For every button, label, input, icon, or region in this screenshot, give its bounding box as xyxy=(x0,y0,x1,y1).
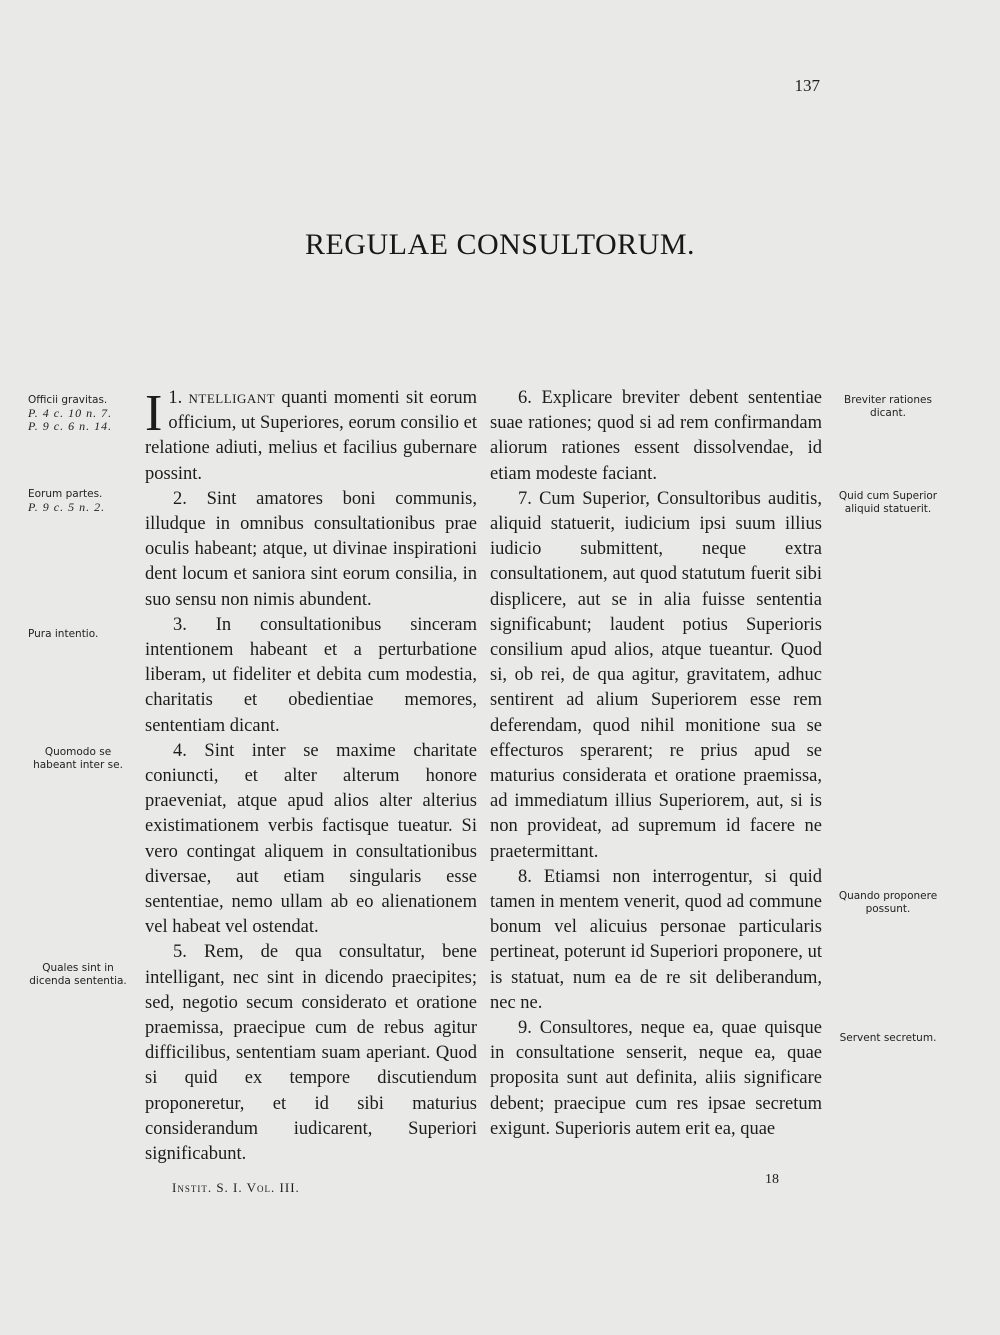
margin-note-text: Quales sint in dicenda sententia. xyxy=(29,962,127,987)
paragraph-9: 9. Consultores, neque ea, quae quisque in consultatione senserit, neque ea, quae proposita sunt aut definita, aliis significare debent; praecipue cum res ipsae secretum exigunt. Superioris autem erit ea, quae xyxy=(490,1018,822,1139)
page-number: 137 xyxy=(794,76,820,95)
drop-cap: I xyxy=(145,385,163,442)
paragraph-4: 4. Sint inter se maxime charitate coniuncti, et alter alterum honore praeveniat, atque apud alios alter alterius existimationem verbis factisque tueatur. Si vero contingat aliquem in consultationibus diversae, aut etiam singularis esse sententiae, nemo ullam ab eo alienationem vel habeat vel ostendat. xyxy=(145,740,477,938)
margin-note-text: Servent secretum. xyxy=(839,1032,937,1044)
margin-note-quando xyxy=(838,890,938,916)
sheet-number: 18 xyxy=(765,1172,779,1187)
paragraph-1 xyxy=(145,386,477,487)
margin-note-quales xyxy=(28,962,128,988)
margin-note-breviter xyxy=(838,394,938,420)
left-text-column xyxy=(145,386,477,1167)
signature-mark: Instit. S. I. Vol. III. xyxy=(172,1180,300,1195)
page-title: REGULAE CONSULTORUM. xyxy=(304,228,696,261)
paragraph-5: 5. Rem, de qua consultatur, bene intelligant, nec sint in dicendo praecipites; sed, negotio secum considerato et oratione praemissa, praecipue cum de rebus agitur difficilibus, sententiam suam aperiant. Quod si quid ex tempore discutiendum proponeretur, et id sibi maturius considerandum iudicarent, Superiori significabunt. xyxy=(145,942,477,1165)
paragraph-2: 2. Sint amatores boni communis, illudque in omnibus consultationibus prae oculis habeant; atque, ut divinae inspirationi dent locum et saniora sint eorum consilia, in suo sensu non nimis abundent. xyxy=(145,488,477,610)
margin-note-servent xyxy=(838,1032,938,1045)
margin-note-quomodo xyxy=(28,746,128,772)
margin-note-text: Quid cum Superior aliquid statuerit. xyxy=(838,490,938,515)
paragraph-3: 3. In consultationibus sinceram intentionem habeant et a perturbatione liberam, ut fideliter et debita cum modestia, charitatis et obedientiae memores, sententiam dicant. xyxy=(145,614,477,736)
margin-note-text: Officii gravitas. xyxy=(28,394,108,406)
margin-note-text: Eorum partes. xyxy=(28,488,103,500)
paragraph-1-text: quanti momenti sit eorum officium, ut Superiores, eorum consilio et relatione adiuti, melius et facilius gubernare possint. xyxy=(145,388,478,484)
margin-note-text: Breviter rationes dicant. xyxy=(844,394,932,419)
paragraph-8: 8. Etiamsi non interrogentur, si quid tamen in mentem venerit, quod ad commune bonum vel alicuius personae particularis pertineat, poterunt id Superiori proponere, ut is statuat, num ea de re sit deliberandum, nec ne. xyxy=(490,866,822,1013)
margin-note-quid-cum xyxy=(838,490,938,516)
margin-note-text: Quomodo se habeant inter se. xyxy=(33,746,123,771)
small-caps-word: ntelligant xyxy=(188,388,276,408)
paragraph-6: 6. Explicare breviter debent sententiae suae rationes; quod si ad rem confirmandam aliorum rationes essent dissolvendae, id etiam modeste faciant. xyxy=(490,388,822,484)
paragraph-7: 7. Cum Superior, Consultoribus auditis, aliquid statuerit, iudicium ipsi suum illius iudicio submittent, neque extra consultationem, aut quod statutum fuerit sibi displicere, aut se in alia fuisse sententia significabunt; laudent potius Superioris consilium apud alios, atque tueantur. Quod si, ob rei, de qua agitur, gravitatem, adhuc sentirent ad alium Superiorem esse rem deferendam, quod nihil monitione sua se effecturos sperarent; re prius apud se maturius considerata et oratione praemissa, ad immediatum illius Superiorem, aut, si is non provideat, ad supremum id facere ne praetermittant. xyxy=(490,488,822,862)
margin-note-text: Pura intentio. xyxy=(28,628,99,640)
paragraph-number: 1. xyxy=(168,388,183,408)
margin-reference: P. 4 c. 10 n. 7. xyxy=(28,406,113,420)
margin-note-text: Quando proponere possunt. xyxy=(838,890,938,915)
margin-note-pura-intentio xyxy=(28,628,138,641)
margin-reference: P. 9 c. 5 n. 2. xyxy=(28,500,106,514)
margin-note-eorum-partes xyxy=(28,488,138,514)
margin-note-officii xyxy=(28,394,138,433)
margin-reference: P. 9 c. 6 n. 14. xyxy=(28,419,113,433)
right-text-column xyxy=(490,386,822,1142)
